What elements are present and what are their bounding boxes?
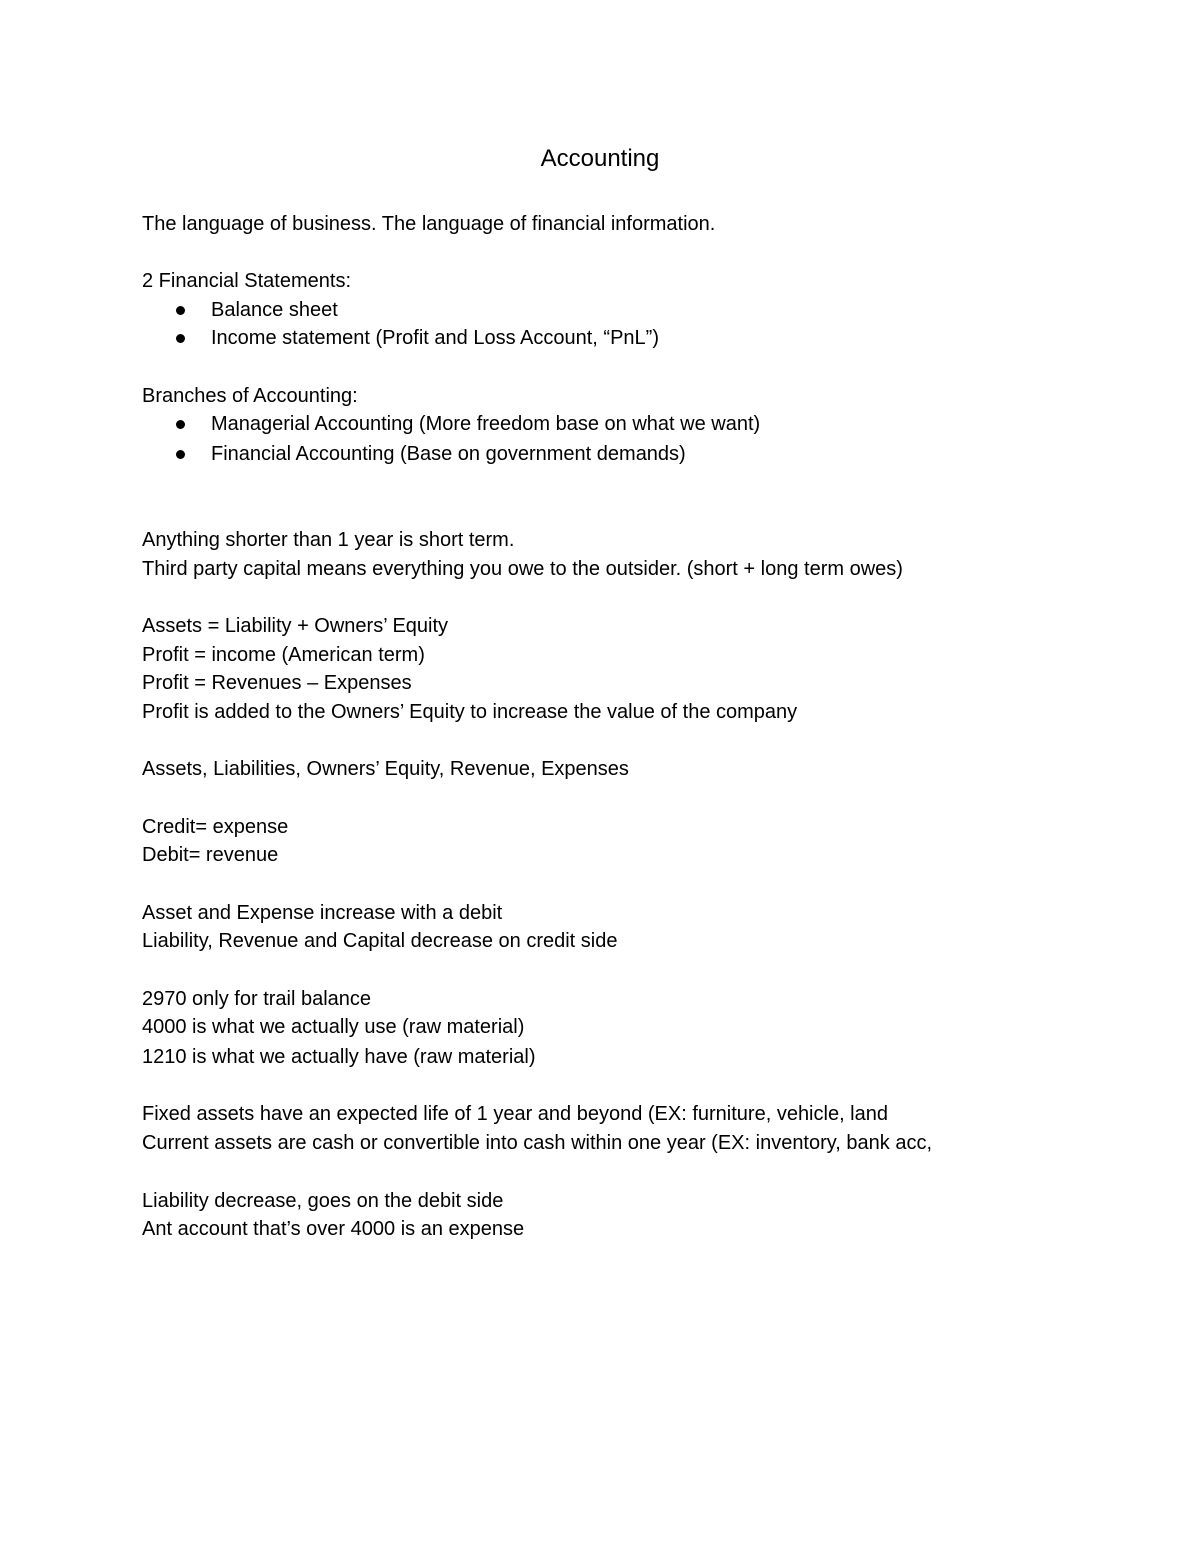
text-line: Asset and Expense increase with a debit [142, 902, 503, 924]
text-line: Third party capital means everything you owe to the outsider. (short + long term owes) [142, 558, 903, 580]
bullet-icon [176, 420, 185, 429]
bullet-icon [176, 450, 185, 459]
text-line: Profit = income (American term) [142, 644, 425, 666]
financial-statements-heading: 2 Financial Statements: [142, 270, 351, 292]
text-line: Liability decrease, goes on the debit side [142, 1190, 504, 1212]
text-line: 4000 is what we actually use (raw material) [142, 1016, 525, 1038]
text-line: Assets = Liability + Owners’ Equity [142, 615, 449, 637]
text-line: 2970 only for trail balance [142, 988, 372, 1010]
bullet-icon [176, 306, 185, 315]
text-line: Anything shorter than 1 year is short term. [142, 529, 515, 551]
text-line: Ant account that’s over 4000 is an expense [142, 1218, 525, 1240]
list-item: Managerial Accounting (More freedom base on what we want) [211, 413, 761, 435]
list-item: Balance sheet [211, 299, 338, 321]
list-item: Financial Accounting (Base on government demands) [211, 443, 686, 465]
bullet-icon [176, 334, 185, 343]
text-line: Assets, Liabilities, Owners’ Equity, Revenue, Expenses [142, 758, 629, 780]
list-item: Income statement (Profit and Loss Account, “PnL”) [211, 327, 659, 349]
text-line: Credit= expense [142, 816, 289, 838]
branches-heading: Branches of Accounting: [142, 385, 358, 407]
document-title: Accounting [540, 145, 660, 172]
text-line: Fixed assets have an expected life of 1 year and beyond (EX: furniture, vehicle, land [142, 1103, 888, 1125]
intro-text: The language of business. The language of financial information. [142, 213, 716, 235]
text-line: Liability, Revenue and Capital decrease on credit side [142, 930, 618, 952]
text-line: Profit = Revenues – Expenses [142, 672, 412, 694]
text-line: 1210 is what we actually have (raw material) [142, 1046, 536, 1068]
text-line: Debit= revenue [142, 844, 279, 866]
text-line: Current assets are cash or convertible into cash within one year (EX: inventory, bank acc, [142, 1132, 933, 1154]
text-line: Profit is added to the Owners’ Equity to increase the value of the company [142, 701, 798, 723]
